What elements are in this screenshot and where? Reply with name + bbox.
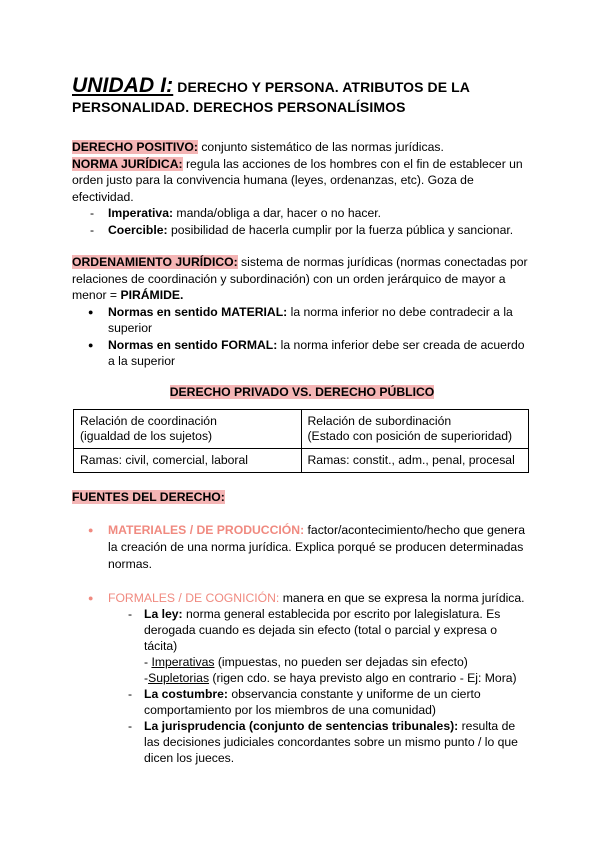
list-item: ● Normas en sentido MATERIAL: la norma inferior no debe contradecir a la superior [72, 304, 532, 337]
norma-attributes-list [72, 205, 532, 238]
list-item: ● Normas en sentido FORMAL: la norma inferior debe ser creada de acuerdo a la superior [72, 337, 532, 370]
fuentes-formales-sublist [72, 606, 532, 766]
table-row [74, 410, 529, 449]
comparison-title: DERECHO PRIVADO VS. DERECHO PÚBLICO [169, 384, 435, 399]
term-derecho-positivo: DERECHO POSITIVO: [72, 140, 198, 154]
definition-derecho-positivo [72, 139, 532, 156]
list-item: - Imperativa: manda/obliga a dar, hacer o no hacer. [72, 205, 532, 222]
unit-label: UNIDAD I: [72, 74, 174, 97]
list-item: - La costumbre: observancia constante y uniforme de un cierto comportamiento por los miembros de una comunidad) [72, 686, 532, 718]
term-norma-juridica: NORMA JURÍDICA: [72, 156, 183, 171]
definition-text: regula las acciones de los hombres con el fin de establecer un orden justo para la convivencia humana (leyes, ordenanzas, etc). Goza de efectividad. [72, 156, 523, 204]
term-ordenamiento: ORDENAMIENTO JURÍDICO: [72, 255, 238, 269]
title-text: DERECHO Y PERSONA. ATRIBUTOS DE LA PERSONALIDAD. DERECHOS PERSONALÍSIMOS [72, 79, 470, 115]
fuentes-list [72, 522, 532, 573]
fuente-formales: ● FORMALES / DE COGNICIÓN: manera en que se expresa la norma jurídica. [72, 590, 532, 607]
list-item: - Coercible: posibilidad de hacerla cumplir por la fuerza pública y sancionar. [72, 222, 532, 239]
table-cell: Relación de coordinación (igualdad de los sujetos) [74, 410, 302, 449]
table-cell: Ramas: civil, comercial, laboral [74, 449, 302, 473]
normas-sentido-list [72, 304, 532, 370]
table-row [74, 449, 529, 473]
list-item: - La jurisprudencia (conjunto de sentencias tribunales): resulta de las decisiones judiciales concordantes sobre un mismo punto / lo que dicen los jueces. [72, 718, 532, 766]
definition-text: sistema de normas jurídicas (normas conectadas por relaciones de coordinación y subordinación) con un orden jerárquico de mayor a menor = [72, 255, 528, 302]
table-cell: Ramas: constit., adm., penal, procesal [301, 449, 529, 473]
list-item: - La ley: norma general establecida por escrito por lalegislatura. Es derogada cuando es dejada sin efecto (total o parcial y expresa o tácita) - Imperativas (impuestas, no pueden ser dejadas sin efecto) -Supletorias (rigen cdo. se haya previsto algo en contrario - Ej: Mora) [72, 606, 532, 686]
comparison-table [73, 409, 529, 473]
fuentes-title: FUENTES DEL DERECHO: [72, 490, 225, 504]
piramide-label: PIRÁMIDE. [120, 288, 184, 302]
document-page [72, 76, 532, 766]
fuente-materiales: ● MATERIALES / DE PRODUCCIÓN: factor/acontecimiento/hecho que genera la creación de una norma jurídica. Explica porqué se producen determinadas normas. [72, 522, 532, 573]
fuentes-list-formales [72, 590, 532, 607]
definition-ordenamiento [72, 254, 532, 304]
table-cell: Relación de subordinación (Estado con posición de superioridad) [301, 410, 529, 449]
definition-norma-juridica [72, 156, 532, 206]
page-title [72, 76, 532, 117]
definition-text: conjunto sistemático de las normas jurídicas. [197, 140, 444, 154]
